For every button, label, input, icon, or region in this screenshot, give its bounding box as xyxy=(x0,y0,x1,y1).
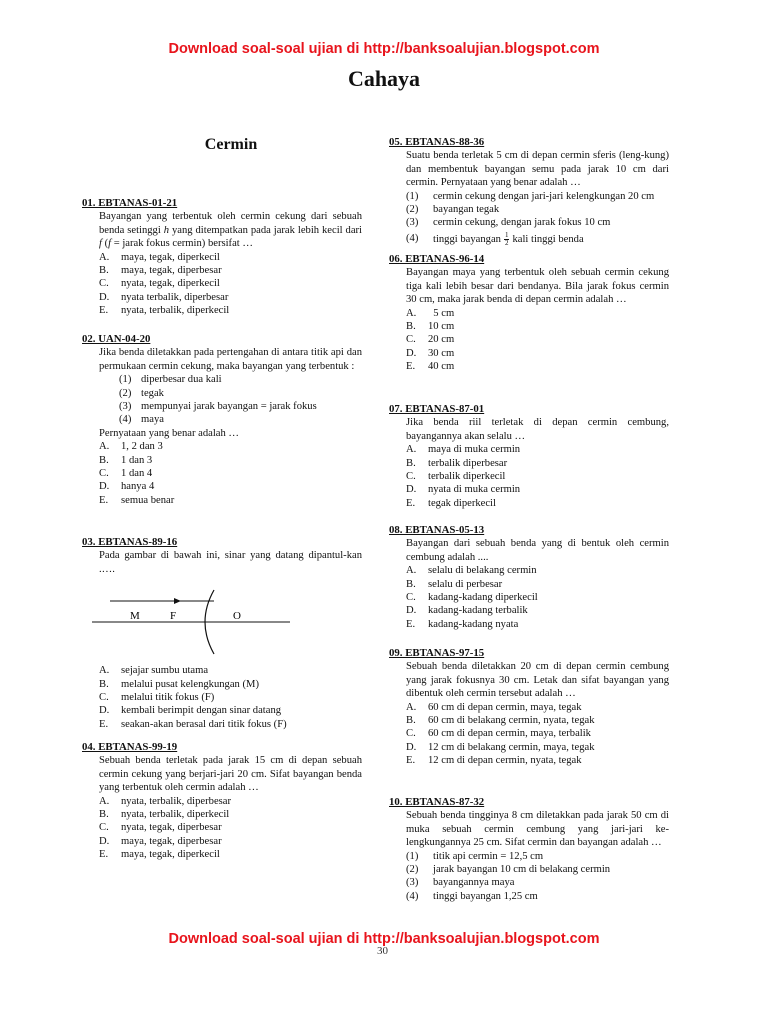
statement-text: maya xyxy=(141,414,164,426)
question-header: 06. EBTANAS-96-14 xyxy=(389,253,485,265)
option-c[interactable] xyxy=(389,591,669,604)
fraction xyxy=(504,232,510,247)
option-text: 60 cm di belakang cermin, nyata, tegak xyxy=(428,715,595,727)
option-d[interactable] xyxy=(389,483,669,496)
option-key: A. xyxy=(406,307,417,319)
option-key: B. xyxy=(99,809,109,821)
option-d[interactable] xyxy=(389,347,669,360)
option-text: semua benar xyxy=(121,494,175,506)
question-01 xyxy=(82,197,362,318)
question-09 xyxy=(389,647,669,768)
question-body: Bayangan dari sebuah benda yang di bentuk oleh cermin cembung adalah .... xyxy=(406,538,669,563)
question-header: 04. EBTANAS-99-19 xyxy=(82,741,178,753)
option-a[interactable] xyxy=(82,664,362,677)
question-header: 10. EBTANAS-87-32 xyxy=(389,796,485,808)
option-key: B. xyxy=(406,321,416,333)
option-text: 12 cm di belakang cermin, maya, tegak xyxy=(428,741,595,753)
question-header: 07. EBTANAS-87-01 xyxy=(389,403,485,415)
statement-key: (3) xyxy=(406,217,419,229)
option-text: sejajar sumbu utama xyxy=(121,665,209,677)
statement-key: (1) xyxy=(119,374,132,386)
option-key: A. xyxy=(99,795,110,807)
option-text: 60 cm di depan cermin, maya, tegak xyxy=(428,701,582,713)
option-key: A. xyxy=(406,565,417,577)
statement-1 xyxy=(82,373,362,386)
question-header: 09. EBTANAS-97-15 xyxy=(389,647,485,659)
option-key: C. xyxy=(99,278,109,290)
question-03 xyxy=(82,536,362,731)
option-b[interactable] xyxy=(389,457,669,470)
option-e[interactable] xyxy=(389,497,669,510)
option-text: 1 dan 3 xyxy=(121,454,153,466)
statement-3 xyxy=(389,216,669,229)
statement-text: bayangannya maya xyxy=(433,877,515,889)
option-key: D. xyxy=(99,291,110,303)
option-c[interactable] xyxy=(389,470,669,483)
ray-arrow-icon xyxy=(174,598,181,604)
option-text: nyata, tegak, diperkecil xyxy=(121,278,220,290)
option-c[interactable] xyxy=(82,467,362,480)
statement-text xyxy=(433,232,584,247)
option-key: C. xyxy=(406,334,416,346)
question-body: Jika benda riil terletak di depan cermin cembung, bayangannya akan selalu … xyxy=(406,417,669,442)
var-h: h xyxy=(163,224,170,236)
statement-text: titik api cermin = 12,5 cm xyxy=(433,850,544,862)
question-header: 01. EBTANAS-01-21 xyxy=(82,197,178,209)
option-text: nyata, tegak, diperbesar xyxy=(121,822,222,834)
option-text: hanya 4 xyxy=(121,481,155,493)
option-b[interactable] xyxy=(82,808,362,821)
option-text: terbalik diperbesar xyxy=(428,457,508,469)
statement-4 xyxy=(389,232,669,247)
statement-2 xyxy=(389,863,669,876)
option-text: nyata di muka cermin xyxy=(428,484,521,496)
statement-1 xyxy=(389,850,669,863)
option-text: 1 dan 4 xyxy=(121,468,153,480)
option-a[interactable] xyxy=(389,307,669,320)
statement-2 xyxy=(82,387,362,400)
option-key: E. xyxy=(99,849,109,861)
option-c[interactable] xyxy=(389,333,669,346)
question-body: Bayangan maya yang terbentuk oleh sebuah cermin cekung tiga kali lebih besar dari bendanya. Bila jarak fokus cermin 30 cm, maka jarak benda di depan cermin adalah … xyxy=(406,267,669,306)
statement-key: (1) xyxy=(406,190,419,202)
option-b[interactable] xyxy=(389,714,669,727)
option-key: D. xyxy=(406,741,417,753)
option-a[interactable] xyxy=(389,443,669,456)
option-text: 30 cm xyxy=(428,347,455,359)
option-key: A. xyxy=(406,701,417,713)
var-f: f xyxy=(108,238,112,250)
option-key: B. xyxy=(99,454,109,466)
question-body: Pada gambar di bawah ini, sinar yang datang dipantul-kan .…. xyxy=(99,550,362,575)
option-d[interactable] xyxy=(82,480,362,493)
question-06 xyxy=(389,253,669,374)
option-key: B. xyxy=(99,265,109,277)
option-key: D. xyxy=(99,481,110,493)
option-text: kadang-kadang terbalik xyxy=(428,605,528,617)
mirror-ray-diagram xyxy=(82,576,362,664)
page-title: Cahaya xyxy=(347,66,421,91)
option-text: selalu di belakang cermin xyxy=(428,565,537,577)
option-key: C. xyxy=(406,592,416,604)
option-text: maya di muka cermin xyxy=(428,444,521,456)
statement-key: (2) xyxy=(406,864,419,876)
option-key: D. xyxy=(406,605,417,617)
option-b[interactable] xyxy=(82,264,362,277)
option-text: 5 cm xyxy=(428,307,455,319)
statement-3 xyxy=(389,876,669,889)
statement-3 xyxy=(82,400,362,413)
statement-key: (1) xyxy=(406,850,419,862)
statement-text: tegak xyxy=(141,387,164,399)
question-body: Suatu benda terletak 5 cm di depan cermin sferis (leng-kung) dan membentuk bayangan semu pada jarak 10 cm dari cermin. Pernyataan yang benar adalah … xyxy=(406,150,669,189)
option-key: E. xyxy=(406,618,416,630)
option-text: tegak diperkecil xyxy=(428,497,496,509)
option-c[interactable] xyxy=(389,727,669,740)
option-key: A. xyxy=(99,441,110,453)
statement-text: cermin cekung, dengan jarak fokus 10 cm xyxy=(433,217,611,229)
option-d[interactable] xyxy=(389,604,669,617)
option-b[interactable] xyxy=(389,578,669,591)
option-key: E. xyxy=(406,755,416,767)
body-text: Bayangan yang terbentuk oleh cermin cekung dari sebuah benda setinggi xyxy=(99,211,362,236)
question-07 xyxy=(389,403,669,510)
option-d[interactable] xyxy=(82,704,362,717)
option-d[interactable] xyxy=(82,835,362,848)
option-text: melalui pusat kelengkungan (M) xyxy=(121,678,259,690)
question-10 xyxy=(389,796,669,903)
body-text: yang ditempatkan pada jarak lebih kecil dari xyxy=(169,224,363,236)
option-key: C. xyxy=(99,692,109,704)
statement-text: bayangan tegak xyxy=(433,204,500,216)
label-o: O xyxy=(233,610,241,623)
option-key: C. xyxy=(406,471,416,483)
statement-4 xyxy=(82,413,362,426)
option-e[interactable] xyxy=(389,360,669,373)
download-banner-bottom[interactable]: Download soal-soal ujian di http://banksoalujian.blogspot.com xyxy=(168,931,600,947)
option-text: kadang-kadang diperkecil xyxy=(428,592,538,604)
fraction-numerator: 1 xyxy=(504,230,509,239)
statement-2 xyxy=(389,203,669,216)
body-text: = jarak fokus cermin) bersifat … xyxy=(111,238,253,250)
section-title: Cermin xyxy=(204,136,258,153)
option-text: 1, 2 dan 3 xyxy=(121,441,163,453)
label-m: M xyxy=(130,610,140,623)
question-body: Jika benda diletakkan pada pertengahan di antara titik api dan permukaan cermin cekung, maka bayangan yang terbentuk : xyxy=(99,347,362,372)
option-a[interactable] xyxy=(82,440,362,453)
statement-text: tinggi bayangan 1,25 cm xyxy=(433,890,538,902)
statement-text-part: tinggi bayangan xyxy=(433,233,501,245)
option-c[interactable] xyxy=(82,691,362,704)
question-prompt: Pernyataan yang benar adalah … xyxy=(99,427,240,439)
option-text: seakan-akan berasal dari titik fokus (F) xyxy=(121,718,287,730)
question-04 xyxy=(82,741,362,862)
option-text: maya, tegak, diperkecil xyxy=(121,849,220,861)
option-text: melalui titik fokus (F) xyxy=(121,692,215,704)
option-key: A. xyxy=(99,665,110,677)
question-08 xyxy=(389,524,669,631)
option-text: maya, tegak, diperbesar xyxy=(121,265,222,277)
option-a[interactable] xyxy=(82,251,362,264)
option-key: D. xyxy=(406,484,417,496)
option-text: maya, tegak, diperbesar xyxy=(121,835,222,847)
option-key: C. xyxy=(99,468,109,480)
question-body: Sebuah benda diletakkan 20 cm di depan cermin cembung yang jarak fokusnya 30 cm. Letak dan sifat bayangan yang dibentuk oleh cermin tersebut adalah … xyxy=(406,661,669,700)
body-text: ( xyxy=(101,238,109,250)
statement-key: (4) xyxy=(406,232,419,244)
option-text: terbalik diperkecil xyxy=(428,471,506,483)
question-body xyxy=(82,210,362,250)
statement-text: cermin cekung dengan jari-jari kelengkungan 20 cm xyxy=(433,190,655,202)
page-number: 30 xyxy=(377,945,388,957)
question-02 xyxy=(82,333,362,507)
statement-key: (3) xyxy=(119,401,132,413)
question-header: 02. UAN-04-20 xyxy=(82,333,151,345)
statement-1 xyxy=(389,190,669,203)
option-text: nyata, terbalik, diperbesar xyxy=(121,795,232,807)
option-e[interactable] xyxy=(82,848,362,861)
statement-text: diperbesar dua kali xyxy=(141,374,222,386)
option-d[interactable] xyxy=(389,741,669,754)
option-key: D. xyxy=(406,347,417,359)
option-a[interactable] xyxy=(389,701,669,714)
statement-key: (4) xyxy=(406,890,419,902)
question-header: 03. EBTANAS-89-16 xyxy=(82,536,178,548)
statement-key: (3) xyxy=(406,877,419,889)
option-text: kadang-kadang nyata xyxy=(428,618,519,630)
statement-key: (2) xyxy=(406,204,419,216)
option-key: A. xyxy=(406,444,417,456)
option-key: E. xyxy=(99,494,109,506)
option-text: 20 cm xyxy=(428,334,455,346)
option-key: E. xyxy=(99,718,109,730)
option-text: maya, tegak, diperkecil xyxy=(121,251,220,263)
option-key: E. xyxy=(406,361,416,373)
option-e[interactable] xyxy=(389,754,669,767)
option-e[interactable] xyxy=(82,718,362,731)
label-f: F xyxy=(170,610,177,623)
option-b[interactable] xyxy=(389,320,669,333)
statement-key: (4) xyxy=(119,414,132,426)
question-body: Sebuah benda terletak pada jarak 15 cm di depan sebuah cermin cekung yang berjari-jari 20 cm. Sifat bayangan benda yang terbentuk oleh cermin adalah … xyxy=(99,755,362,794)
question-header: 05. EBTANAS-88-36 xyxy=(389,136,485,148)
statement-key: (2) xyxy=(119,387,132,399)
option-e[interactable] xyxy=(82,304,362,317)
option-text: nyata terbalik, diperbesar xyxy=(121,291,229,303)
option-text: kembali berimpit dengan sinar datang xyxy=(121,705,282,717)
statement-text: jarak bayangan 10 cm di belakang cermin xyxy=(433,864,611,876)
option-b[interactable] xyxy=(82,678,362,691)
statement-text: mempunyai jarak bayangan = jarak fokus xyxy=(141,401,317,413)
option-key: E. xyxy=(99,305,109,317)
option-c[interactable] xyxy=(82,277,362,290)
fraction-denominator: 2 xyxy=(504,238,509,247)
question-header: 08. EBTANAS-05-13 xyxy=(389,524,485,536)
option-a[interactable] xyxy=(82,795,362,808)
statement-4 xyxy=(389,890,669,903)
option-text: 60 cm di depan cermin, maya, terbalik xyxy=(428,728,591,740)
option-key: E. xyxy=(406,497,416,509)
option-text: 40 cm xyxy=(428,361,455,373)
option-key: B. xyxy=(406,457,416,469)
option-e[interactable] xyxy=(389,618,669,631)
option-a[interactable] xyxy=(389,564,669,577)
statement-text-part: kali tinggi benda xyxy=(512,233,584,245)
option-key: B. xyxy=(99,678,109,690)
option-d[interactable] xyxy=(82,291,362,304)
question-body: Sebuah benda tingginya 8 cm diletakkan pada jarak 50 cm di muka sebuah cermin cembung yang jari-jari ke-lengkungannya 25 cm. Sifat cermin dan bayangan adalah … xyxy=(406,810,669,849)
option-text: nyata, terbalik, diperkecil xyxy=(121,809,230,821)
option-b[interactable] xyxy=(82,454,362,467)
option-key: B. xyxy=(406,578,416,590)
question-05 xyxy=(389,136,669,247)
option-text: nyata, terbalik, diperkecil xyxy=(121,305,230,317)
option-key: D. xyxy=(99,705,110,717)
option-key: C. xyxy=(406,728,416,740)
download-banner-top[interactable]: Download soal-soal ujian di http://banksoalujian.blogspot.com xyxy=(168,41,600,57)
option-text: 12 cm di depan cermin, nyata, tegak xyxy=(428,755,582,767)
option-key: A. xyxy=(99,251,110,263)
option-c[interactable] xyxy=(82,821,362,834)
option-e[interactable] xyxy=(82,494,362,507)
option-key: C. xyxy=(99,822,109,834)
var-f: f xyxy=(99,238,102,250)
option-key: D. xyxy=(99,835,110,847)
option-text: 10 cm xyxy=(428,321,455,333)
option-text: selalu di perbesar xyxy=(428,578,503,590)
option-key: B. xyxy=(406,715,416,727)
